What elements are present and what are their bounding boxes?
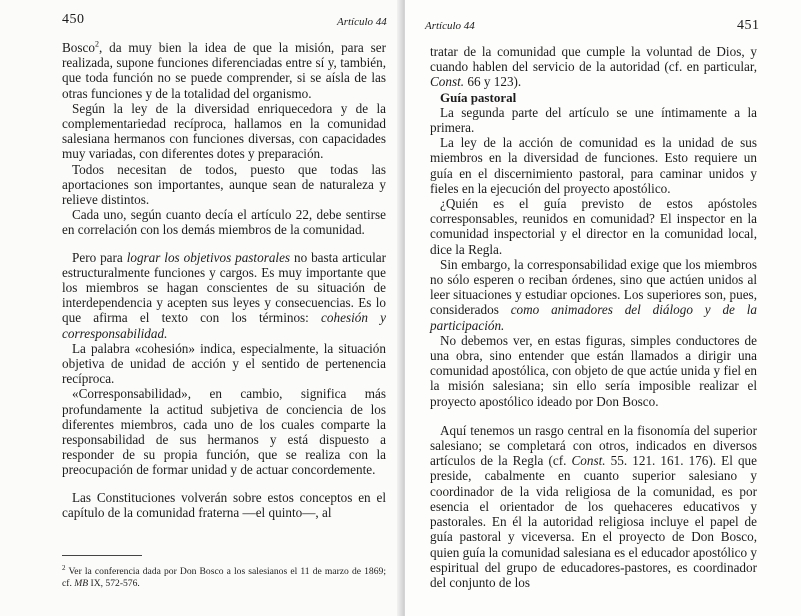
left-page-number: 450: [62, 12, 85, 27]
paragraph: [62, 341, 386, 387]
paragraph: [430, 196, 757, 257]
footnote-rule: [62, 555, 142, 556]
paragraph: [62, 250, 386, 341]
text-run: tratar de la comunidad que cumple la voluntad de Dios, y cuando hablen del servicio de la autoridad (cf. en particular,: [430, 44, 757, 75]
text-run: «Corresponsabilidad», en cambio, significa más profundamente la actitud subjetiva de conciencia de los diferentes miembros, cada uno de los cuales comparte la responsabilidad de sus hermanos y está dispuesto a responder de su propia función, que se realiza con la preocupación de formar unidad y de actuar concordemente.: [62, 386, 386, 478]
left-running-title: Artículo 44: [337, 16, 387, 28]
right-page: [405, 0, 801, 616]
italic-run: Const.: [430, 74, 465, 90]
paragraph: [430, 423, 757, 590]
section-heading: Guía pastoral: [440, 89, 517, 105]
text-run: Las Constituciones volverán sobre estos conceptos en el capítulo de la comunidad fraterna —el quinto—, al: [62, 489, 386, 520]
text-run: Todos necesitan de todos, puesto que todas las aportaciones son importantes, aunque sean de naturaleza y relieve distintos.: [62, 161, 386, 208]
paragraph: [430, 333, 757, 409]
paragraph: [62, 40, 386, 101]
italic-run: MB: [74, 577, 89, 589]
text-run: Bosco: [62, 40, 95, 55]
text-run: Pero para: [72, 249, 127, 265]
left-page: [0, 0, 400, 616]
text-run: La ley de la acción de comunidad es la unidad de sus miembros en la diversidad de funciones. Esto requiere un guía en el discernimiento pastoral, para caminar unidos y fieles en la ejecución del proyecto apostólico.: [430, 135, 757, 196]
paragraph: [62, 162, 386, 208]
right-page-number: 451: [737, 18, 760, 33]
text-run: , da muy bien la idea de que la misión, para ser realizada, supone funciones diferenciadas entre sí y, también, que toda función no se puede comprender, si se aísla de las otras funciones y de la totalidad del organismo.: [62, 40, 386, 101]
right-body-text: [430, 44, 757, 590]
text-run: ¿Quién es el guía previsto de estos apóstoles corresponsables, reunidos en comunidad? El inspector en la comunidad inspectorial y el director en la comunidad local, dice la Regla.: [430, 196, 757, 257]
text-run: 66 y 123).: [464, 74, 522, 90]
right-running-title: Artículo 44: [425, 20, 475, 32]
paragraph: [430, 135, 757, 196]
right-body-opening: [430, 44, 757, 90]
italic-run: cohesión y corresponsabilidad.: [62, 310, 386, 341]
right-body-section: [430, 105, 757, 590]
italic-run: Const.: [571, 453, 606, 469]
paragraph: [62, 490, 386, 520]
text-run: Cada uno, según cuanto decía el artículo 22, debe sentirse en correlación con los demás miembros de la comunidad.: [62, 207, 386, 238]
footnote-marker: 2: [94, 39, 99, 49]
text-run: Sin embargo, la corresponsabilidad exige que los miembros no sólo esperen o reciban órdenes, sino que actúen unidos al leer situaciones y estudiar opciones. Los superiores son, pues, considerados: [430, 256, 757, 318]
italic-run: como animadores del diálogo y de la participación.: [430, 302, 757, 333]
text-run: La segunda parte del artículo se une íntimamente a la primera.: [430, 104, 757, 136]
footnote: [62, 563, 386, 589]
text-run: No debemos ver, en estas figuras, simples conductores de una obra, sino entender que están llamados a dirigir una comunidad apostólica, con objeto de que actúe unida y fiel en la misión salesiana; sin ello sería imposible realizar el proyecto apostólico ideado por Don Bosco.: [430, 332, 757, 409]
text-run: Ver la conferencia dada por Don Bosco a los salesianos el 11 de marzo de 1869; cf.: [62, 566, 386, 589]
paragraph: [430, 44, 757, 90]
footnote-number: 2: [62, 564, 66, 572]
italic-run: lograr los objetivos pastorales: [126, 249, 291, 265]
paragraph: [62, 101, 386, 162]
text-run: Aquí tenemos un rasgo central en la fisonomía del superior salesiano; se completará con otros, indicados en diversos artículos de la Regla (cf.: [430, 422, 757, 469]
paragraph: [430, 105, 757, 135]
paragraph: [430, 257, 757, 333]
text-run: La palabra «cohesión» indica, especialmente, la situación objetiva de unidad de acción y el sentido de pertenencia recíproca.: [62, 340, 386, 387]
text-run: no basta articular estructuralmente funciones y cargos. Es muy importante que los miembros se hagan conscientes de su situación de interdependencia y acepten sus leyes y consecuencias. Es lo que afirma el texto con los términos:: [62, 249, 387, 326]
left-body-text: [62, 40, 386, 520]
text-run: IX, 572-576.: [88, 577, 140, 589]
text-run: Según la ley de la diversidad enriquecedora y de la complementariedad recíproca, hallamos en la comunidad salesiana hermanos con funciones diversas, con capacidades muy variadas, con diferentes dotes y preparación.: [62, 100, 386, 162]
paragraph: [62, 207, 386, 237]
paragraph: [62, 386, 386, 477]
text-run: 55. 121. 161. 176). El que preside, cabalmente en cuanto superior salesiano y coordinador de la vida religiosa de la comunidad, es por esencia el orientador de los quehaceres educativos y pastorales. En él la autoridad religiosa incluye el papel de guía pastoral y viceversa. En el proyecto de Don Bosco, quien guía la comunidad salesiana es el educador apostólico y espiritual del grupo de educadores-pastores, es coordinador del conjunto de los: [430, 453, 758, 590]
